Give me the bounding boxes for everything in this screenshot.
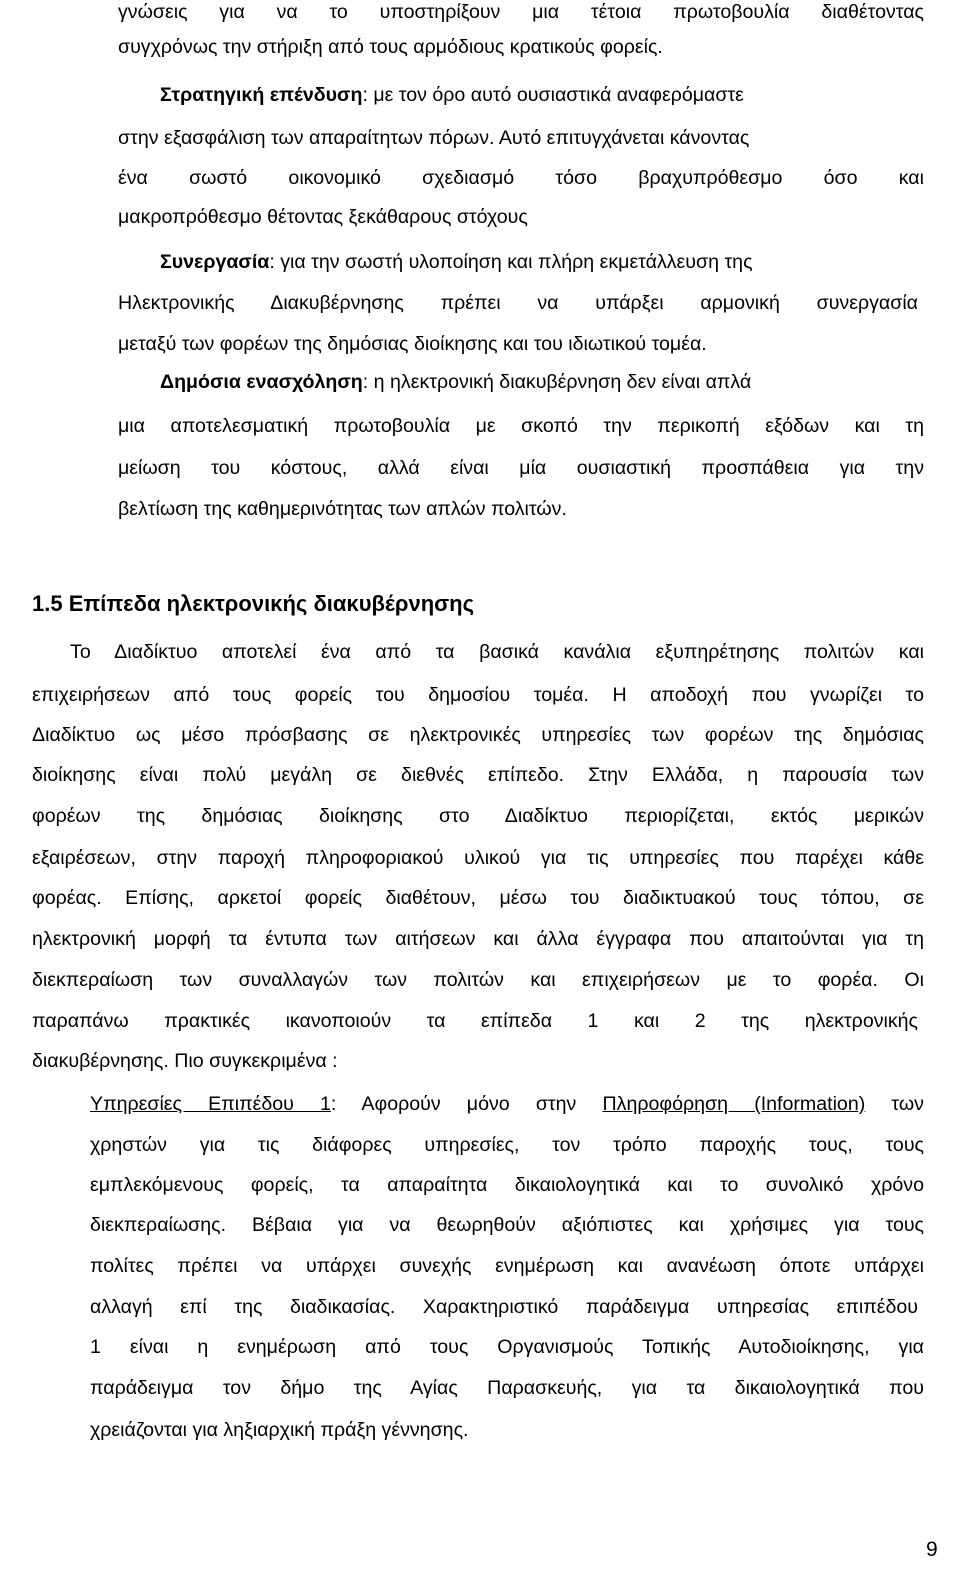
- body-line: Διαδίκτυο ως μέσο πρόσβασης σε ηλεκτρονικές υπηρεσίες των φορέων της δημόσιας: [32, 724, 924, 746]
- text-line: μια αποτελεσματική πρωτοβουλία με σκοπό την περικοπή εξόδων και τη: [118, 415, 924, 437]
- text-line: βελτίωση της καθημερινότητας των απλών πολιτών.: [118, 498, 567, 520]
- level1-line: χρειάζονται για ληξιαρχική πράξη γέννησης.: [90, 1419, 469, 1441]
- body-line: επιχειρήσεων από τους φορείς του δημοσίου τομέα. Η αποδοχή που γνωρίζει το: [32, 684, 924, 706]
- section-heading: 1.5 Επίπεδα ηλεκτρονικής διακυβέρνησης: [32, 591, 475, 616]
- body-line: διοίκησης είναι πολύ μεγάλη σε διεθνές επίπεδο. Στην Ελλάδα, η παρουσία των: [32, 764, 924, 786]
- body-line: διεκπεραίωση των συναλλαγών των πολιτών και επιχειρήσεων με το φορέα. Οι: [32, 969, 924, 991]
- public-engagement-line: Δημόσια ενασχόληση: η ηλεκτρονική διακυβέρνηση δεν είναι απλά: [160, 371, 752, 393]
- level1-line: πολίτες πρέπει να υπάρχει συνεχής ενημέρωση και ανανέωση όποτε υπάρχει: [90, 1255, 924, 1277]
- text-line: στην εξασφάλιση των απαραίτητων πόρων. Αυτό επιτυγχάνεται κάνοντας: [118, 127, 750, 149]
- level1-line: 1 είναι η ενημέρωση από τους Οργανισμούς Τοπικής Αυτοδιοίκησης, για: [90, 1336, 924, 1358]
- text-line: γνώσεις για να το υποστηρίξουν μια τέτοια πρωτοβουλία διαθέτοντας: [118, 1, 924, 23]
- level1-line: χρηστών για τις διάφορες υπηρεσίες, τον τρόπο παροχής τους, τους: [90, 1134, 924, 1156]
- cooperation-line: Συνεργασία: για την σωστή υλοποίηση και πλήρη εκμετάλλευση της: [160, 251, 753, 273]
- information-link[interactable]: Πληροφόρηση (Information): [602, 1093, 866, 1115]
- body-line: παραπάνω πρακτικές ικανοποιούν τα επίπεδα 1 και 2 της ηλεκτρονικής: [32, 1010, 918, 1032]
- term-public-engagement: Δημόσια ενασχόληση: [160, 371, 363, 393]
- body-line: εξαιρέσεων, στην παροχή πληροφοριακού υλικού για τις υπηρεσίες που παρέχει κάθε: [32, 847, 924, 869]
- body-line: φορέας. Επίσης, αρκετοί φορείς διαθέτουν, μέσω του διαδικτυακού τους τόπου, σε: [32, 887, 924, 909]
- term-strategic-investment: Στρατηγική επένδυση: [160, 84, 363, 106]
- body-line: Το Διαδίκτυο αποτελεί ένα από τα βασικά κανάλια εξυπηρέτησης πολιτών και: [70, 641, 924, 663]
- level1-line: παράδειγμα τον δήμο της Αγίας Παρασκευής, για τα δικαιολογητικά που: [90, 1377, 924, 1399]
- text-line: μακροπρόθεσμο θέτοντας ξεκάθαρους στόχους: [118, 206, 528, 228]
- body-line: ηλεκτρονική μορφή τα έντυπα των αιτήσεων και άλλα έγγραφα που απαιτούνται για τη: [32, 928, 924, 950]
- strategic-investment-line: Στρατηγική επένδυση: με τον όρο αυτό ουσιαστικά αναφερόμαστε: [160, 84, 744, 106]
- text-line: μεταξύ των φορέων της δημόσιας διοίκησης και του ιδιωτικού τομέα.: [118, 333, 707, 355]
- page-number: 9: [926, 1538, 938, 1561]
- body-line: φορέων της δημόσιας διοίκησης στο Διαδίκτυο περιορίζεται, εκτός μερικών: [32, 805, 924, 827]
- level1-line: εμπλεκόμενους φορείς, τα απαραίτητα δικαιολογητικά και το συνολικό χρόνο: [90, 1174, 924, 1196]
- level1-first-line: Υπηρεσίες Επιπέδου 1: Αφορούν μόνο στην Πληροφόρηση (Information) των: [90, 1093, 924, 1115]
- text-line: μείωση του κόστους, αλλά είναι μία ουσιαστική προσπάθεια για την: [118, 457, 924, 479]
- level1-label: Υπηρεσίες Επιπέδου 1: [90, 1093, 331, 1115]
- text-line: ένα σωστό οικονομικό σχεδιασμό τόσο βραχυπρόθεσμο όσο και: [118, 167, 924, 189]
- text-line: Ηλεκτρονικής Διακυβέρνησης πρέπει να υπάρξει αρμονική συνεργασία: [118, 292, 918, 314]
- term-cooperation: Συνεργασία: [160, 251, 270, 273]
- text-line: συγχρόνως την στήριξη από τους αρμόδιους κρατικούς φορείς.: [118, 36, 663, 58]
- level1-line: αλλαγή επί της διαδικασίας. Χαρακτηριστικό παράδειγμα υπηρεσίας επιπέδου: [90, 1296, 918, 1318]
- body-line: διακυβέρνησης. Πιο συγκεκριμένα :: [32, 1050, 338, 1072]
- level1-line: διεκπεραίωσης. Βέβαια για να θεωρηθούν αξιόπιστες και χρήσιμες για τους: [90, 1214, 924, 1236]
